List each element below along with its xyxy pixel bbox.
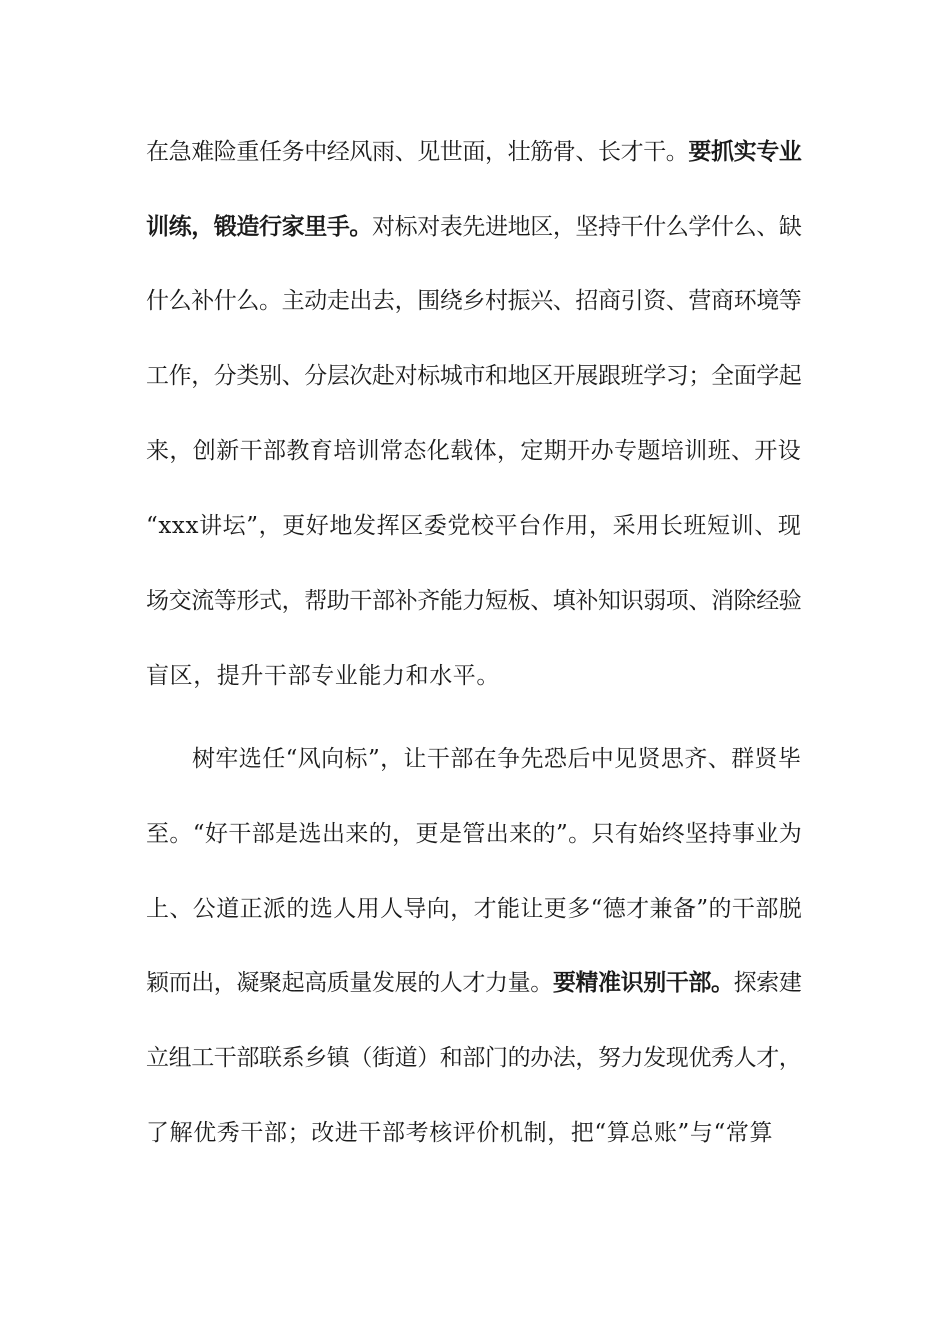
bold-text-run: 要精准识别干部。	[552, 969, 734, 996]
paragraph-1-line-1	[146, 132, 806, 172]
paragraph-1-line-6	[146, 506, 806, 546]
text-run: 探索建	[733, 970, 802, 996]
text-run: 上、公道正派的选人用人导向，才能让更多“德才兼备”的干部脱	[146, 896, 803, 922]
paragraph-2-line-2	[146, 814, 806, 854]
paragraph-1-line-8	[146, 656, 806, 696]
paragraph-2-line-4	[146, 963, 806, 1003]
bold-text-run: 要抓实专业	[688, 138, 802, 165]
paragraph-1-line-7	[146, 581, 806, 621]
paragraph-2-line-1	[192, 739, 806, 779]
paragraph-1-line-2	[146, 207, 806, 247]
text-run: 什么补什么。主动走出去，围绕乡村振兴、招商引资、营商环境等	[146, 288, 802, 314]
text-run: 树牢选任“风向标”，让干部在争先恐后中见贤思齐、群贤毕	[192, 746, 802, 772]
paragraph-1-line-4	[146, 356, 806, 396]
text-run: 盲区，提升干部专业能力和水平。	[146, 663, 500, 689]
paragraph-2-line-3	[146, 889, 806, 929]
text-run: 颖而出，凝聚起高质量发展的人才力量。	[146, 970, 553, 996]
bold-text-run: 训练，锻造行家里手。	[146, 213, 373, 240]
paragraph-1-line-5	[146, 431, 806, 471]
text-run: 了解优秀干部；改进干部考核评价机制，把“算总账”与“常算	[146, 1120, 774, 1146]
text-run: “xxx讲坛”，更好地发挥区委党校平台作用，采用长班短训、现	[146, 513, 802, 539]
text-run: 工作，分类别、分层次赴对标城市和地区开展跟班学习；全面学起	[146, 363, 802, 389]
text-run: 来，创新干部教育培训常态化载体，定期开办专题培训班、开设	[146, 438, 802, 464]
paragraph-2-line-5	[146, 1038, 806, 1078]
text-run: 至。“好干部是选出来的，更是管出来的”。只有始终坚持事业为	[146, 821, 803, 847]
text-run: 场交流等形式，帮助干部补齐能力短板、填补知识弱项、消除经验	[146, 588, 802, 614]
paragraph-2-line-6	[146, 1113, 806, 1153]
text-run: 在急难险重任务中经风雨、见世面，壮筋骨、长才干。	[146, 139, 689, 165]
text-run: 立组工干部联系乡镇（街道）和部门的办法，努力发现优秀人才，	[146, 1045, 802, 1071]
text-run: 对标对表先进地区，坚持干什么学什么、缺	[372, 214, 802, 240]
paragraph-1-line-3	[146, 281, 806, 321]
